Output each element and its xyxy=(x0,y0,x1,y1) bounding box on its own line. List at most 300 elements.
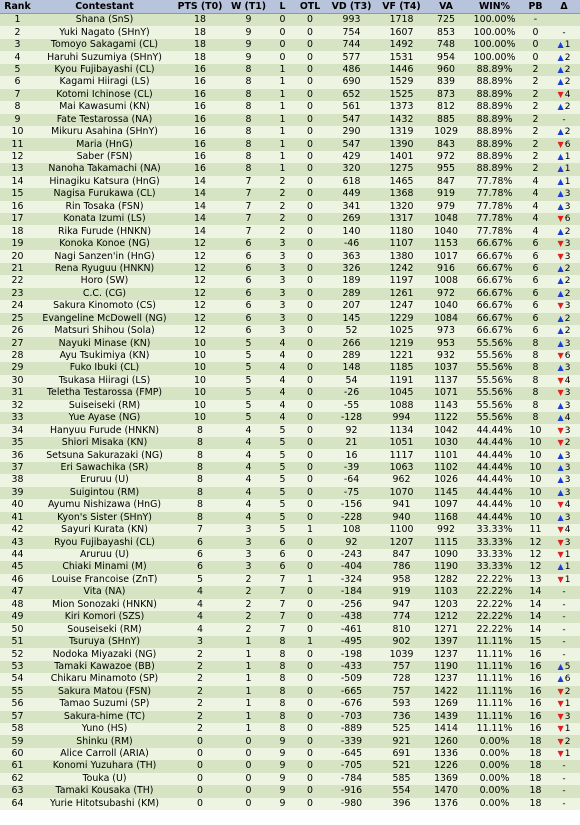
cell-otl: 0 xyxy=(294,188,326,200)
delta-value: 4 xyxy=(564,413,571,424)
cell-vd: -461 xyxy=(326,623,377,635)
cell-pts: 2 xyxy=(174,686,226,698)
cell-otl: 0 xyxy=(294,176,326,188)
delta-value: - xyxy=(562,599,566,610)
cell-vd: -64 xyxy=(326,474,377,486)
delta-value: - xyxy=(562,637,566,648)
cell-pts: 10 xyxy=(174,362,226,374)
cell-w: 4 xyxy=(226,449,271,461)
cell-pts: 12 xyxy=(174,250,226,262)
cell-vf: 1275 xyxy=(377,163,426,175)
cell-otl: 0 xyxy=(294,350,326,362)
cell-vd: 652 xyxy=(326,89,377,101)
cell-otl: 0 xyxy=(294,400,326,412)
cell-otl: 0 xyxy=(294,151,326,163)
cell-pts: 4 xyxy=(174,586,226,598)
delta-value: - xyxy=(562,798,566,809)
cell-pb: 4 xyxy=(523,201,548,213)
cell-winpct: 44.44% xyxy=(466,437,523,449)
cell-l: 5 xyxy=(271,449,294,461)
cell-otl: 0 xyxy=(294,26,326,38)
cell-contestant: Setsuna Sakurazaki (NG) xyxy=(35,449,174,461)
cell-l: 3 xyxy=(271,263,294,275)
cell-pb: 10 xyxy=(523,462,548,474)
cell-delta xyxy=(548,325,580,337)
cell-rank: 61 xyxy=(0,760,35,772)
arrow-up-icon: ▲ xyxy=(557,338,564,348)
cell-l: 0 xyxy=(271,14,294,27)
arrow-up-icon: ▲ xyxy=(557,77,564,87)
arrow-up-icon: ▲ xyxy=(557,288,564,298)
cell-contestant: Fuko Ibuki (CL) xyxy=(35,362,174,374)
cell-vf: 1025 xyxy=(377,325,426,337)
cell-w: 1 xyxy=(226,723,271,735)
cell-l: 3 xyxy=(271,300,294,312)
table-row xyxy=(0,723,580,735)
cell-pts: 8 xyxy=(174,449,226,461)
cell-pb: 6 xyxy=(523,275,548,287)
delta-value: 6 xyxy=(564,674,571,685)
delta-value: 2 xyxy=(564,127,571,138)
cell-delta xyxy=(548,561,580,573)
cell-otl: 1 xyxy=(294,574,326,586)
cell-pb: 0 xyxy=(523,39,548,51)
arrow-down-icon: ▼ xyxy=(557,239,564,249)
cell-w: 8 xyxy=(226,89,271,101)
cell-winpct: 0.00% xyxy=(466,773,523,785)
cell-va: 1030 xyxy=(426,437,466,449)
cell-pts: 10 xyxy=(174,387,226,399)
cell-vf: 1368 xyxy=(377,188,426,200)
cell-contestant: Horo (SW) xyxy=(35,275,174,287)
cell-vf: 1247 xyxy=(377,300,426,312)
cell-pts: 7 xyxy=(174,524,226,536)
delta-value: 2 xyxy=(564,226,571,237)
cell-va: 1090 xyxy=(426,549,466,561)
cell-pb: 8 xyxy=(523,400,548,412)
cell-w: 8 xyxy=(226,138,271,150)
table-row xyxy=(0,561,580,573)
cell-vf: 921 xyxy=(377,735,426,747)
cell-vf: 1380 xyxy=(377,250,426,262)
cell-winpct: 66.67% xyxy=(466,325,523,337)
cell-pts: 2 xyxy=(174,648,226,660)
cell-delta xyxy=(548,350,580,362)
cell-contestant: Haruhi Suzumiya (SHnY) xyxy=(35,51,174,63)
cell-otl: 0 xyxy=(294,225,326,237)
cell-delta xyxy=(548,126,580,138)
cell-vd: -665 xyxy=(326,686,377,698)
arrow-down-icon: ▼ xyxy=(557,214,564,224)
cell-w: 5 xyxy=(226,400,271,412)
table-row xyxy=(0,512,580,524)
cell-contestant: Kotomi Ichinose (CL) xyxy=(35,89,174,101)
cell-delta xyxy=(548,424,580,436)
cell-pb: 12 xyxy=(523,536,548,548)
cell-contestant: Sakura Kinomoto (CS) xyxy=(35,300,174,312)
cell-delta xyxy=(548,686,580,698)
table-row xyxy=(0,549,580,561)
cell-w: 4 xyxy=(226,512,271,524)
cell-l: 5 xyxy=(271,512,294,524)
arrow-down-icon: ▼ xyxy=(557,550,564,560)
cell-l: 4 xyxy=(271,400,294,412)
cell-w: 8 xyxy=(226,126,271,138)
cell-contestant: Saber (FSN) xyxy=(35,151,174,163)
cell-rank: 62 xyxy=(0,773,35,785)
cell-otl: 0 xyxy=(294,51,326,63)
cell-vd: 108 xyxy=(326,524,377,536)
cell-contestant: Hinagiku Katsura (HnG) xyxy=(35,176,174,188)
cell-vd: 54 xyxy=(326,375,377,387)
cell-vd: 92 xyxy=(326,424,377,436)
cell-otl: 0 xyxy=(294,735,326,747)
cell-pts: 3 xyxy=(174,636,226,648)
cell-rank: 46 xyxy=(0,574,35,586)
cell-winpct: 88.89% xyxy=(466,89,523,101)
cell-winpct: 44.44% xyxy=(466,424,523,436)
arrow-up-icon: ▲ xyxy=(557,263,564,273)
cell-contestant: Hanyuu Furude (HNKN) xyxy=(35,424,174,436)
cell-otl: 0 xyxy=(294,288,326,300)
cell-delta xyxy=(548,151,580,163)
cell-rank: 33 xyxy=(0,412,35,424)
delta-value: 6 xyxy=(564,139,571,150)
cell-winpct: 88.89% xyxy=(466,138,523,150)
cell-delta xyxy=(548,462,580,474)
arrow-down-icon: ▼ xyxy=(557,711,564,721)
cell-winpct: 22.22% xyxy=(466,611,523,623)
cell-pb: 8 xyxy=(523,362,548,374)
cell-w: 1 xyxy=(226,686,271,698)
cell-w: 8 xyxy=(226,114,271,126)
cell-contestant: Ayu Tsukimiya (KN) xyxy=(35,350,174,362)
cell-rank: 19 xyxy=(0,238,35,250)
table-row xyxy=(0,76,580,88)
delta-value: 5 xyxy=(564,661,571,672)
cell-vf: 941 xyxy=(377,499,426,511)
cell-pb: 14 xyxy=(523,623,548,635)
table-row xyxy=(0,51,580,63)
arrow-down-icon: ▼ xyxy=(557,139,564,149)
cell-contestant: Kyon's Sister (SHnY) xyxy=(35,512,174,524)
delta-value: 1 xyxy=(564,724,571,735)
cell-winpct: 66.67% xyxy=(466,263,523,275)
cell-vf: 525 xyxy=(377,723,426,735)
table-row xyxy=(0,387,580,399)
delta-value: 3 xyxy=(564,400,571,411)
cell-otl: 0 xyxy=(294,362,326,374)
table-row xyxy=(0,735,580,747)
table-row xyxy=(0,524,580,536)
cell-va: 916 xyxy=(426,263,466,275)
cell-vd: 577 xyxy=(326,51,377,63)
table-row xyxy=(0,748,580,760)
cell-pts: 2 xyxy=(174,698,226,710)
delta-value: - xyxy=(562,612,566,623)
cell-l: 6 xyxy=(271,561,294,573)
cell-pb: 8 xyxy=(523,337,548,349)
cell-l: 3 xyxy=(271,288,294,300)
cell-delta xyxy=(548,362,580,374)
cell-winpct: 55.56% xyxy=(466,350,523,362)
cell-vf: 1051 xyxy=(377,437,426,449)
cell-w: 0 xyxy=(226,735,271,747)
cell-pb: 10 xyxy=(523,424,548,436)
cell-vf: 1320 xyxy=(377,201,426,213)
cell-otl: 0 xyxy=(294,561,326,573)
table-row xyxy=(0,176,580,188)
cell-contestant: Kagami Hiiragi (LS) xyxy=(35,76,174,88)
cell-winpct: 11.11% xyxy=(466,723,523,735)
cell-w: 4 xyxy=(226,424,271,436)
cell-vf: 1401 xyxy=(377,151,426,163)
cell-vf: 940 xyxy=(377,512,426,524)
cell-vd: -705 xyxy=(326,760,377,772)
cell-winpct: 11.11% xyxy=(466,636,523,648)
cell-delta xyxy=(548,661,580,673)
cell-contestant: Ayumu Nishizawa (HnG) xyxy=(35,499,174,511)
arrow-up-icon: ▲ xyxy=(557,176,564,186)
cell-va: 1008 xyxy=(426,275,466,287)
cell-otl: 0 xyxy=(294,64,326,76)
cell-vf: 958 xyxy=(377,574,426,586)
cell-otl: 0 xyxy=(294,474,326,486)
cell-w: 2 xyxy=(226,611,271,623)
cell-w: 5 xyxy=(226,337,271,349)
delta-value: - xyxy=(562,27,566,38)
cell-vf: 585 xyxy=(377,773,426,785)
cell-contestant: Alice Carroll (ARIA) xyxy=(35,748,174,760)
cell-rank: 5 xyxy=(0,64,35,76)
cell-contestant: Sayuri Kurata (KN) xyxy=(35,524,174,536)
cell-w: 7 xyxy=(226,225,271,237)
cell-va: 1190 xyxy=(426,661,466,673)
cell-l: 5 xyxy=(271,437,294,449)
cell-winpct: 55.56% xyxy=(466,400,523,412)
cell-pb: 16 xyxy=(523,661,548,673)
arrow-down-icon: ▼ xyxy=(557,525,564,535)
cell-contestant: Tsuruya (SHnY) xyxy=(35,636,174,648)
cell-pts: 12 xyxy=(174,300,226,312)
cell-l: 1 xyxy=(271,151,294,163)
cell-rank: 24 xyxy=(0,300,35,312)
arrow-up-icon: ▲ xyxy=(557,313,564,323)
cell-va: 1203 xyxy=(426,599,466,611)
cell-pts: 18 xyxy=(174,14,226,27)
cell-va: 1071 xyxy=(426,387,466,399)
arrow-down-icon: ▼ xyxy=(557,89,564,99)
delta-value: 2 xyxy=(564,263,571,274)
cell-pts: 14 xyxy=(174,201,226,213)
cell-rank: 17 xyxy=(0,213,35,225)
cell-otl: 0 xyxy=(294,512,326,524)
cell-vd: -26 xyxy=(326,387,377,399)
cell-l: 4 xyxy=(271,412,294,424)
cell-vf: 1373 xyxy=(377,101,426,113)
cell-va: 1269 xyxy=(426,698,466,710)
cell-w: 4 xyxy=(226,499,271,511)
delta-value: - xyxy=(562,773,566,784)
cell-pts: 4 xyxy=(174,599,226,611)
cell-winpct: 88.89% xyxy=(466,126,523,138)
delta-value: 1 xyxy=(564,164,571,175)
cell-otl: 0 xyxy=(294,586,326,598)
cell-pts: 12 xyxy=(174,313,226,325)
cell-va: 1122 xyxy=(426,412,466,424)
cell-rank: 29 xyxy=(0,362,35,374)
cell-delta xyxy=(548,76,580,88)
cell-contestant: Maria (HnG) xyxy=(35,138,174,150)
header-rank: Rank xyxy=(0,0,35,14)
cell-va: 1084 xyxy=(426,313,466,325)
table-row xyxy=(0,350,580,362)
cell-l: 3 xyxy=(271,325,294,337)
cell-l: 9 xyxy=(271,798,294,810)
cell-vf: 1607 xyxy=(377,26,426,38)
cell-contestant: Chikaru Minamoto (SP) xyxy=(35,673,174,685)
cell-winpct: 0.00% xyxy=(466,798,523,810)
table-row xyxy=(0,648,580,660)
cell-w: 1 xyxy=(226,661,271,673)
cell-va: 1237 xyxy=(426,673,466,685)
cell-otl: 0 xyxy=(294,686,326,698)
cell-w: 5 xyxy=(226,362,271,374)
cell-va: 1271 xyxy=(426,623,466,635)
cell-delta xyxy=(548,39,580,51)
cell-vd: 754 xyxy=(326,26,377,38)
cell-vf: 1229 xyxy=(377,313,426,325)
cell-winpct: 88.89% xyxy=(466,76,523,88)
cell-vd: 690 xyxy=(326,76,377,88)
cell-contestant: Rena Ryuguu (HNKN) xyxy=(35,263,174,275)
cell-l: 3 xyxy=(271,238,294,250)
cell-contestant: Chiaki Minami (M) xyxy=(35,561,174,573)
cell-pts: 2 xyxy=(174,661,226,673)
cell-contestant: Tamaki Kawazoe (BB) xyxy=(35,661,174,673)
cell-l: 2 xyxy=(271,176,294,188)
cell-winpct: 55.56% xyxy=(466,362,523,374)
cell-va: 1017 xyxy=(426,250,466,262)
cell-va: 1190 xyxy=(426,561,466,573)
cell-pb: 16 xyxy=(523,673,548,685)
cell-winpct: 44.44% xyxy=(466,487,523,499)
cell-pb: 6 xyxy=(523,238,548,250)
cell-l: 7 xyxy=(271,611,294,623)
cell-contestant: Nagisa Furukawa (CL) xyxy=(35,188,174,200)
cell-rank: 43 xyxy=(0,536,35,548)
cell-pb: 4 xyxy=(523,176,548,188)
header-l: L xyxy=(271,0,294,14)
cell-rank: 22 xyxy=(0,275,35,287)
cell-l: 1 xyxy=(271,89,294,101)
cell-otl: 0 xyxy=(294,449,326,461)
cell-otl: 0 xyxy=(294,138,326,150)
arrow-up-icon: ▲ xyxy=(557,413,564,423)
table-row xyxy=(0,138,580,150)
cell-delta xyxy=(548,449,580,461)
cell-vd: 289 xyxy=(326,350,377,362)
cell-otl: 0 xyxy=(294,698,326,710)
arrow-up-icon: ▲ xyxy=(557,127,564,137)
cell-pb: 12 xyxy=(523,549,548,561)
cell-contestant: Shinku (RM) xyxy=(35,735,174,747)
cell-l: 9 xyxy=(271,735,294,747)
delta-value: 2 xyxy=(564,736,571,747)
cell-vf: 1242 xyxy=(377,263,426,275)
delta-value: 3 xyxy=(564,475,571,486)
delta-value: - xyxy=(562,624,566,635)
cell-winpct: 22.22% xyxy=(466,586,523,598)
cell-vd: 486 xyxy=(326,64,377,76)
cell-l: 5 xyxy=(271,524,294,536)
cell-w: 4 xyxy=(226,474,271,486)
table-row xyxy=(0,188,580,200)
cell-winpct: 44.44% xyxy=(466,512,523,524)
cell-delta xyxy=(548,89,580,101)
cell-rank: 31 xyxy=(0,387,35,399)
cell-va: 885 xyxy=(426,114,466,126)
cell-contestant: Suiseiseki (RM) xyxy=(35,400,174,412)
delta-value: 1 xyxy=(564,40,571,51)
header-vd: VD (T3) xyxy=(326,0,377,14)
arrow-up-icon: ▲ xyxy=(557,475,564,485)
table-row xyxy=(0,263,580,275)
cell-w: 8 xyxy=(226,64,271,76)
cell-l: 4 xyxy=(271,350,294,362)
cell-contestant: Rika Furude (HNKN) xyxy=(35,225,174,237)
cell-rank: 15 xyxy=(0,188,35,200)
cell-pb: 18 xyxy=(523,785,548,797)
cell-w: 2 xyxy=(226,574,271,586)
header-w: W (T1) xyxy=(226,0,271,14)
cell-rank: 25 xyxy=(0,313,35,325)
cell-va: 992 xyxy=(426,524,466,536)
cell-contestant: Ryou Fujibayashi (CL) xyxy=(35,536,174,548)
cell-pb: 2 xyxy=(523,151,548,163)
header-pb: PB xyxy=(523,0,548,14)
cell-otl: 0 xyxy=(294,14,326,27)
cell-winpct: 33.33% xyxy=(466,524,523,536)
cell-otl: 0 xyxy=(294,387,326,399)
cell-winpct: 100.00% xyxy=(466,26,523,38)
cell-vd: 16 xyxy=(326,449,377,461)
cell-vd: -198 xyxy=(326,648,377,660)
cell-rank: 49 xyxy=(0,611,35,623)
cell-vf: 1045 xyxy=(377,387,426,399)
cell-w: 2 xyxy=(226,599,271,611)
cell-vd: -184 xyxy=(326,586,377,598)
delta-value: 3 xyxy=(564,711,571,722)
cell-rank: 34 xyxy=(0,424,35,436)
cell-vd: 326 xyxy=(326,263,377,275)
table-row xyxy=(0,300,580,312)
cell-vd: 145 xyxy=(326,313,377,325)
cell-pb: 10 xyxy=(523,487,548,499)
cell-winpct: 44.44% xyxy=(466,499,523,511)
arrow-up-icon: ▲ xyxy=(557,363,564,373)
table-row xyxy=(0,661,580,673)
cell-l: 5 xyxy=(271,499,294,511)
cell-l: 1 xyxy=(271,76,294,88)
cell-vf: 1432 xyxy=(377,114,426,126)
cell-delta xyxy=(548,798,580,810)
cell-delta xyxy=(548,188,580,200)
cell-otl: 0 xyxy=(294,424,326,436)
cell-winpct: 33.33% xyxy=(466,549,523,561)
cell-pts: 2 xyxy=(174,723,226,735)
cell-delta xyxy=(548,549,580,561)
